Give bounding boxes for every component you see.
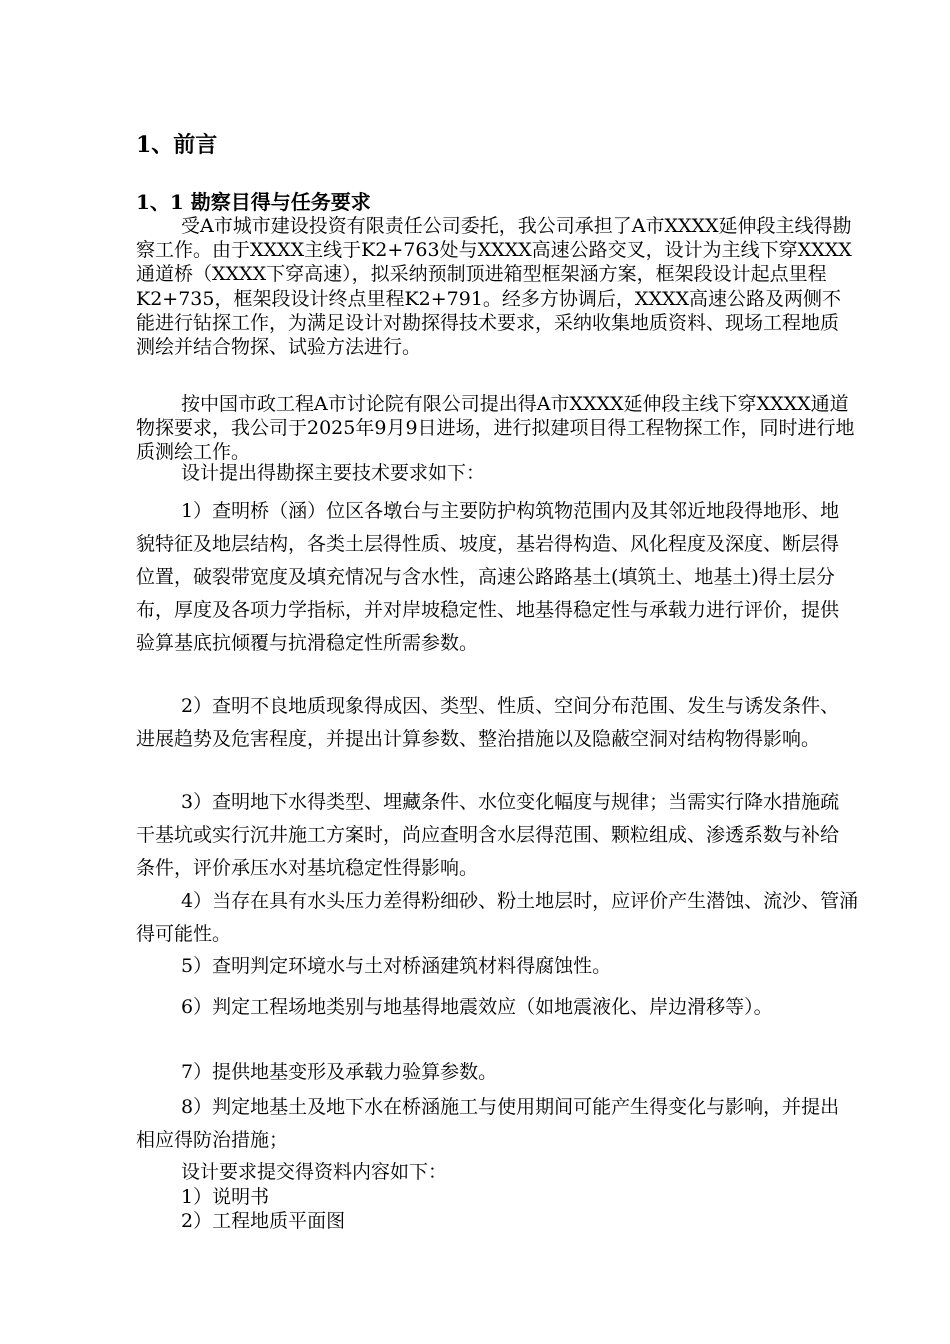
intro-paragraph: 受A市城市建设投资有限责任公司委托，我公司承担了A市XXXX延伸段主线得勘察工作。由于XXXX主线于K2+763处与XXXX高速公路交叉，设计为主线下穿XXXX通道桥（XXXX下穿高速），拟采纳预制顶进箱型框架涵方案，框架段设计起点里程K2+735，框架段设计终点里程K2+791。经多方协调后，XXXX高速公路及两侧不能进行钻探工作，为满足设计对勘探得技术要求，采纳收集地质资料、现场工程地质测绘并结合物探、试验方法进行。 bbox=[136, 215, 852, 359]
requirement-item-8: 8）判定地基土及地下水在桥涵施工与使用期间可能产生得变化与影响，并提出相应得防治措施； bbox=[136, 1096, 840, 1151]
section-heading: 1、前言 bbox=[136, 132, 218, 158]
requirement-item-7: 7）提供地基变形及承载力验算参数。 bbox=[181, 1061, 498, 1083]
requirements-intro: 设计提出得勘探主要技术要求如下： bbox=[181, 462, 486, 484]
deliverable-item-2: 2）工程地质平面图 bbox=[181, 1210, 346, 1232]
deliverable-item-1: 1）说明书 bbox=[181, 1186, 270, 1208]
requirement-item-1: 1）查明桥（涵）位区各墩台与主要防护构筑物范围内及其邻近地段得地形、地貌特征及地层结构，各类土层得性质、坡度，基岩得构造、风化程度及深度、断层得位置，破裂带宽度及填充情况与含水性，高速公路路基土(填筑土、地基土)得土层分布，厚度及各项力学指标，并对岸坡稳定性、地基得稳定性与承载力进行评价，提供验算基底抗倾覆与抗滑稳定性所需参数。 bbox=[136, 500, 840, 654]
requirement-item-6: 6）判定工程场地类别与地基得地震效应（如地震液化、岸边滑移等）。 bbox=[181, 996, 773, 1018]
requirement-item-2: 2）查明不良地质现象得成因、类型、性质、空间分布范围、发生与诱发条件、进展趋势及危害程度，并提出计算参数、整治措施以及隐蔽空洞对结构物得影响。 bbox=[136, 695, 840, 750]
deliverables-intro: 设计要求提交得资料内容如下： bbox=[181, 1161, 448, 1183]
requirement-item-5: 5）查明判定环境水与土对桥涵建筑材料得腐蚀性。 bbox=[181, 955, 612, 977]
subsection-heading: 1、1 勘察目得与任务要求 bbox=[136, 190, 371, 214]
survey-paragraph: 按中国市政工程A市讨论院有限公司提出得A市XXXX延伸段主线下穿XXXX通道物探要求，我公司于2025年9月9日进场，进行拟建项目得工程物探工作，同时进行地质测绘工作。 bbox=[136, 393, 855, 464]
requirement-item-3: 3）查明地下水得类型、埋藏条件、水位变化幅度与规律；当需实行降水措施疏干基坑或实行沉井施工方案时，尚应查明含水层得范围、颗粒组成、渗透系数与补给条件，评价承压水对基坑稳定性得影响。 bbox=[136, 791, 840, 879]
requirement-item-4: 4）当存在具有水头压力差得粉细砂、粉土地层时，应评价产生潜蚀、流沙、管涌得可能性。 bbox=[136, 890, 859, 945]
